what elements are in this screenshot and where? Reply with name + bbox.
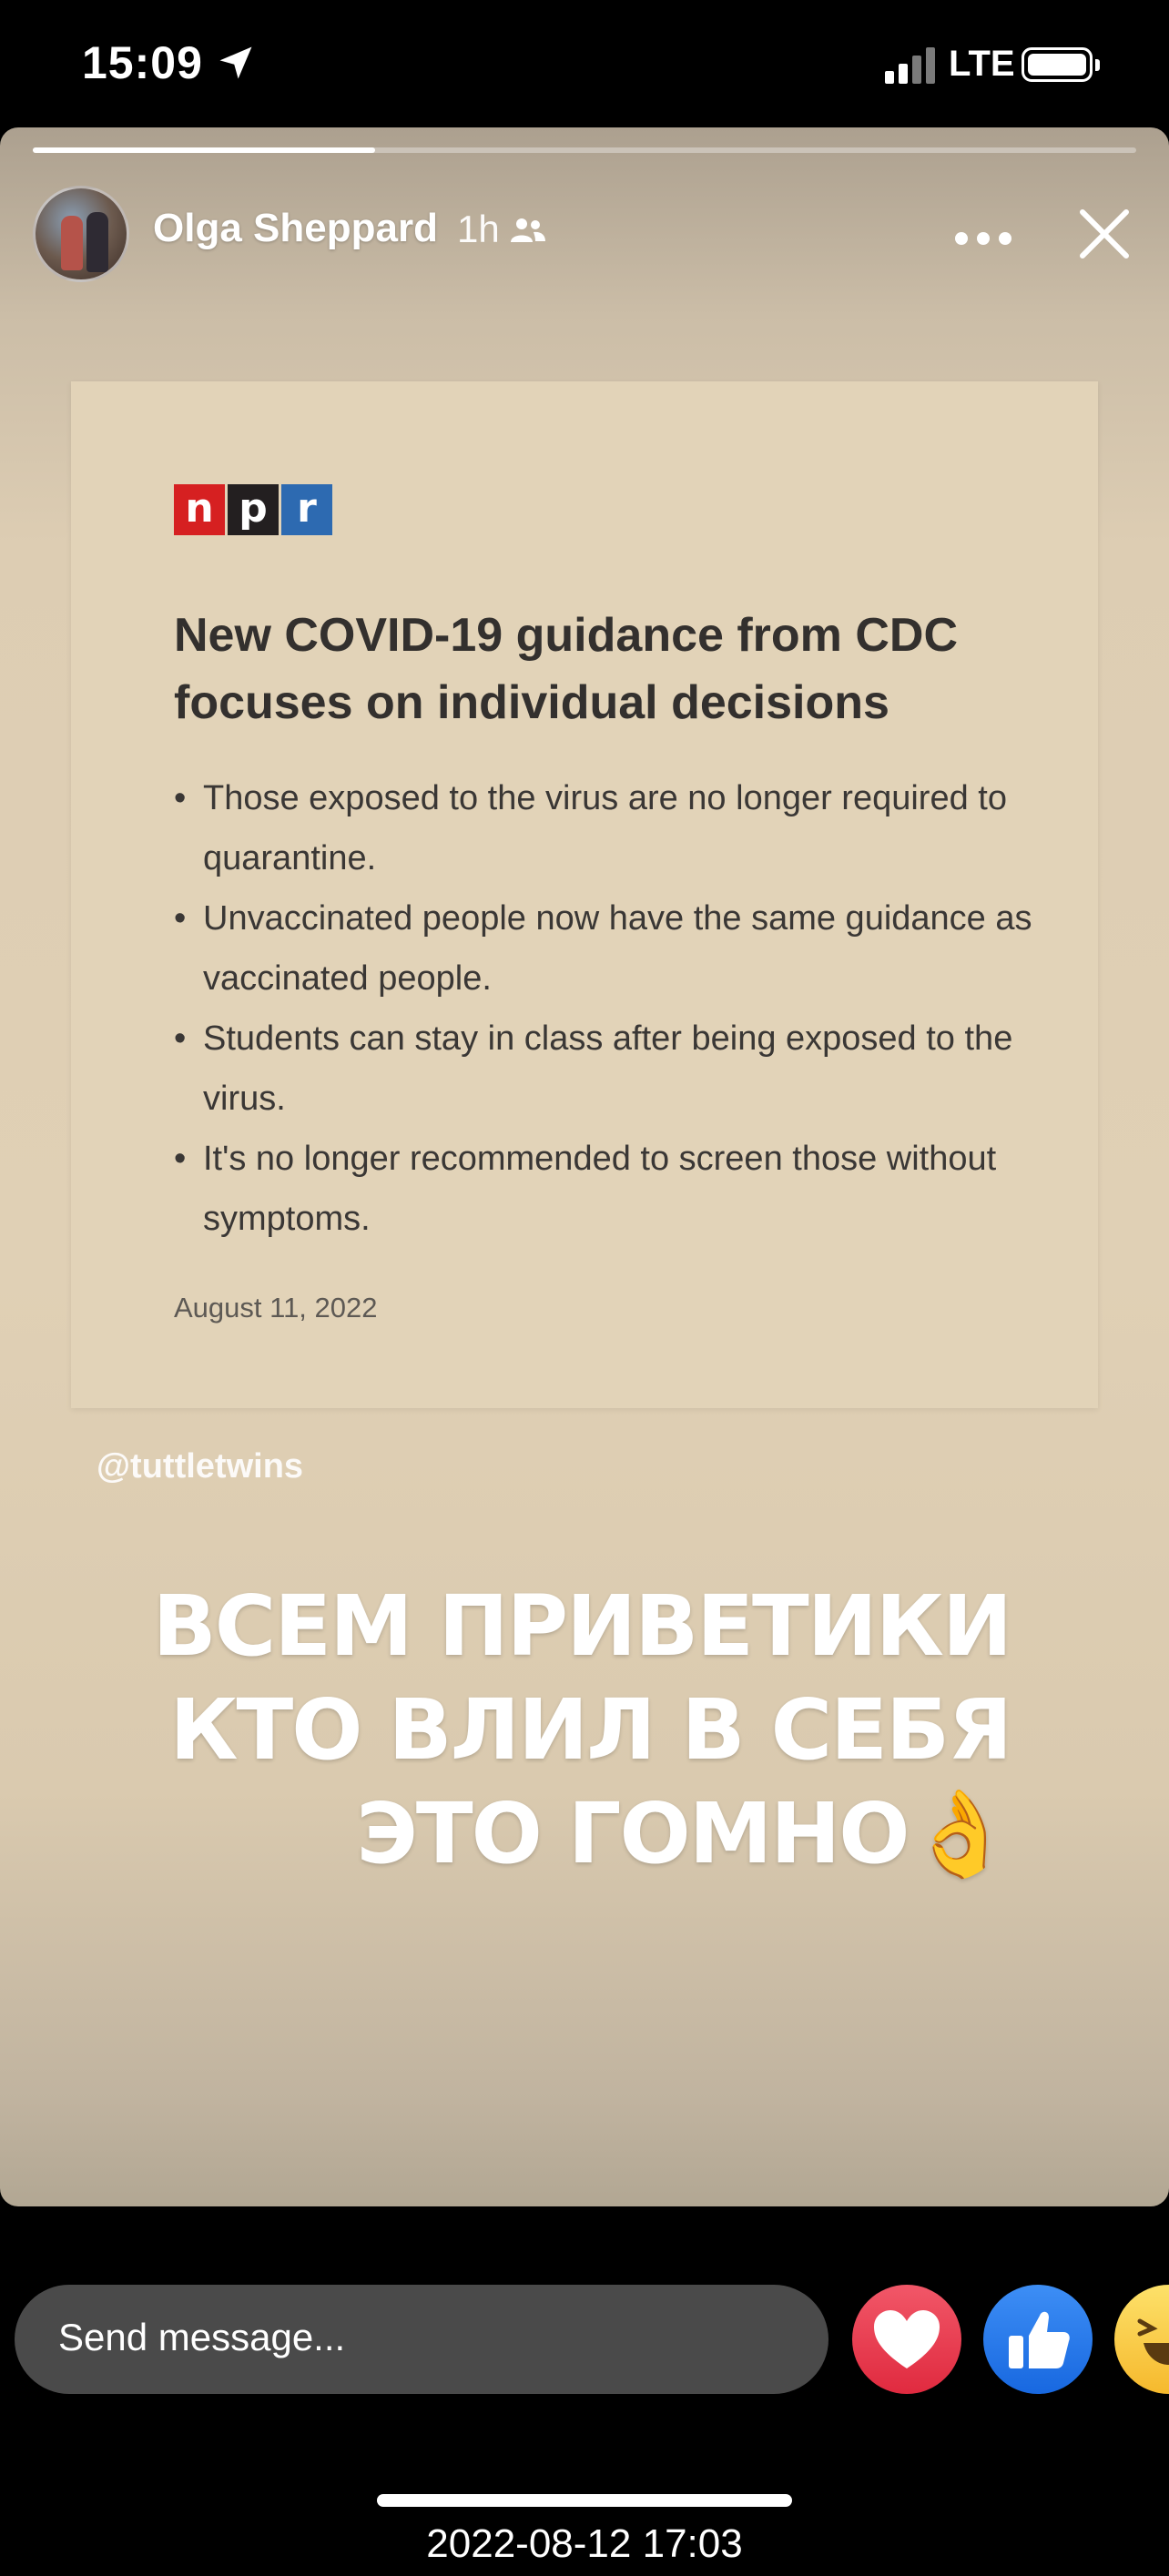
network-type: LTE [949,44,1015,84]
home-indicator[interactable] [377,2494,792,2507]
like-reaction-button[interactable] [983,2285,1093,2394]
location-arrow-icon [217,44,255,82]
laughing-face-icon [1114,2285,1169,2394]
capture-timestamp: 2022-08-12 17:03 [426,2521,743,2566]
friends-icon [510,217,546,244]
list-item: • Those exposed to the virus are no longer required to quarantine. [174,768,1048,888]
send-message-placeholder: Send message... [58,2316,346,2358]
story-progress-bar [33,147,1136,153]
battery-icon [1022,47,1093,82]
story-view[interactable] [0,127,1169,2206]
haha-reaction-button[interactable] [1114,2285,1169,2394]
article-bullet-list [174,768,1048,1249]
send-message-input[interactable] [15,2285,828,2394]
list-item: • It's no longer recommended to screen those without symptoms. [174,1129,1048,1249]
source-handle: @tuttletwins [97,1447,304,1486]
list-item: • Students can stay in class after being exposed to the virus. [174,1009,1048,1129]
status-time: 15:09 [82,37,203,88]
thumbs-up-icon [983,2285,1093,2394]
story-caption: ВСЕМ ПРИВЕТИКИ КТО ВЛИЛ В СЕБЯ ЭТО ГОМНО👌 [152,1577,1011,1882]
cellular-signal-icon [885,47,936,84]
avatar[interactable] [33,186,129,282]
npr-logo: n p r [174,484,332,535]
status-bar [0,0,1169,127]
article-date: August 11, 2022 [174,1292,378,1323]
article-headline: New COVID-19 guidance from CDC focuses on individual decisions [174,609,959,729]
heart-icon [852,2285,961,2394]
story-time-ago: 1h [457,208,500,250]
close-icon[interactable] [1078,208,1131,260]
shared-news-screenshot [71,381,1098,1408]
more-options-icon[interactable] [952,229,1014,248]
story-progress-fill [33,147,375,153]
story-author-name[interactable]: Olga Sheppard [153,206,438,250]
love-reaction-button[interactable] [852,2285,961,2394]
list-item: • Unvaccinated people now have the same guidance as vaccinated people. [174,888,1048,1009]
